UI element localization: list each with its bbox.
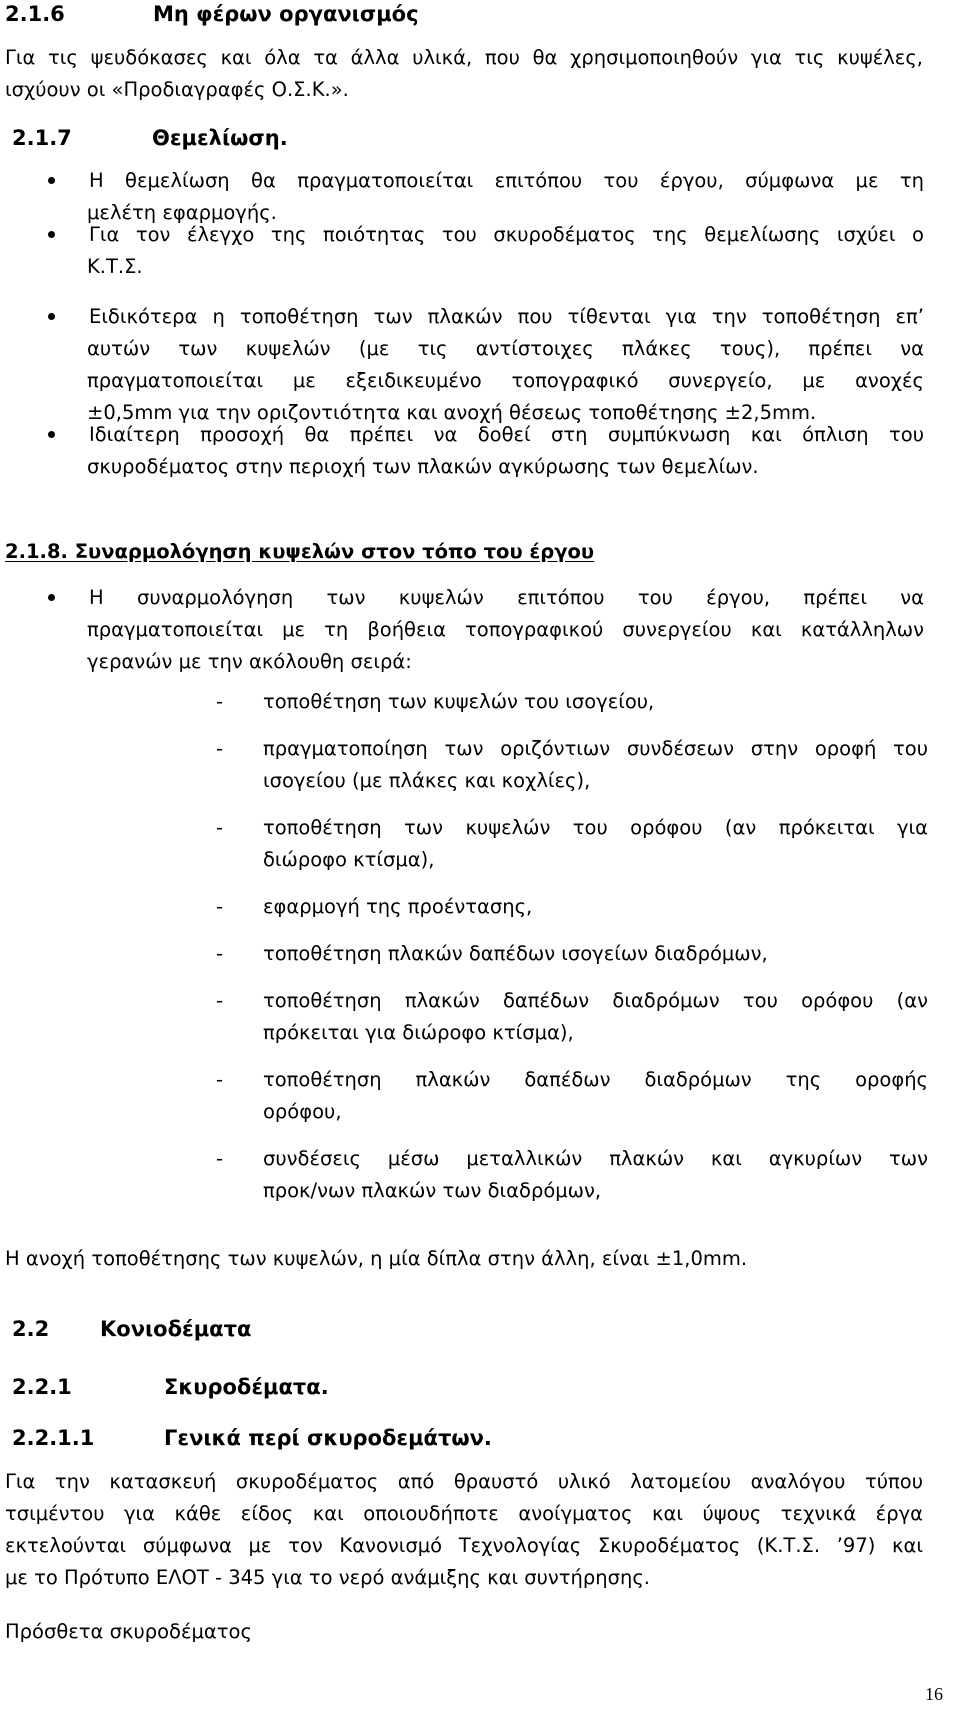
bullet-line: Η θεμελίωση θα πραγματοποιείται επιτόπου του έργου, σύμφωνα με τη bbox=[89, 169, 924, 192]
bullet-line: Η συναρμολόγηση των κυψελών επιτόπου του έργου, πρέπει να bbox=[89, 586, 924, 609]
dash-marker: - bbox=[216, 1068, 224, 1091]
bullet-icon bbox=[48, 177, 55, 184]
dash-marker: - bbox=[216, 942, 224, 965]
dash-line: συνδέσεις μέσω μεταλλικών πλακών και αγκυρίων των bbox=[263, 1147, 928, 1170]
bullet-item bbox=[48, 419, 928, 483]
section-number: 2.2.1 bbox=[12, 1375, 72, 1399]
bullet-line: μελέτη εφαρμογής. bbox=[87, 201, 277, 224]
paragraph-line: με το Πρότυπο ΕΛΟΤ - 345 για το νερό ανάμιξης και συντήρησης. bbox=[5, 1566, 651, 1589]
section-heading-2-2 bbox=[12, 1317, 251, 1341]
section-title: Θεμελίωση. bbox=[152, 126, 288, 150]
paragraph-line: ισχύουν οι «Προδιαγραφές Ο.Σ.Κ.». bbox=[5, 78, 349, 101]
bullet-line: Ειδικότερα η τοποθέτηση των πλακών που τίθενται για την τοποθέτηση επ’ bbox=[89, 305, 924, 328]
bullet-line: Κ.Τ.Σ. bbox=[87, 255, 143, 278]
dash-list-item bbox=[216, 938, 928, 970]
dash-list-item bbox=[216, 985, 928, 1049]
dash-marker: - bbox=[216, 1147, 224, 1170]
bullet-line: σκυροδέματος στην περιοχή των πλακών αγκύρωσης των θεμελίων. bbox=[87, 455, 759, 478]
dash-line: τοποθέτηση των κυψελών του ισογείου, bbox=[263, 690, 655, 713]
dash-line: εφαρμογή της προέντασης, bbox=[263, 895, 533, 918]
additives-heading: Πρόσθετα σκυροδέματος bbox=[5, 1620, 252, 1643]
dash-line: διώροφο κτίσμα), bbox=[263, 848, 435, 871]
dash-marker: - bbox=[216, 690, 224, 713]
dash-marker: - bbox=[216, 737, 224, 760]
dash-list-item bbox=[216, 812, 928, 876]
dash-line: τοποθέτηση πλακών δαπέδων διαδρόμων του ορόφου (αν bbox=[263, 989, 928, 1012]
section-heading-2-1-7 bbox=[12, 126, 288, 150]
paragraph-line: τσιμέντου για κάθε είδος και οποιουδήποτε ανοίγματος και ύψους τεχνικά έργα bbox=[5, 1502, 923, 1525]
dash-marker: - bbox=[216, 989, 224, 1012]
bullet-icon bbox=[48, 313, 55, 320]
section-heading-2-1-8: 2.1.8. Συναρμολόγηση κυψελών στον τόπο του έργου bbox=[5, 540, 595, 563]
section-title: Μη φέρων οργανισμός bbox=[153, 2, 419, 26]
dash-list-item bbox=[216, 686, 928, 718]
paragraph-line: Για την κατασκευή σκυροδέματος από θραυστό υλικό λατομείου αναλόγου τύπου bbox=[5, 1470, 923, 1493]
dash-line: τοποθέτηση πλακών δαπέδων διαδρόμων της οροφής bbox=[263, 1068, 928, 1091]
dash-line: πραγματοποίηση των οριζόντιων συνδέσεων στην οροφή του bbox=[263, 737, 928, 760]
section-heading-2-2-1-1 bbox=[12, 1426, 492, 1450]
section-heading-2-2-1 bbox=[12, 1375, 329, 1399]
bullet-icon bbox=[48, 431, 55, 438]
dash-line: ισογείου (με πλάκες και κοχλίες), bbox=[263, 769, 591, 792]
dash-line: προκ/νων πλακών των διαδρόμων, bbox=[263, 1179, 602, 1202]
bullet-icon bbox=[48, 231, 55, 238]
bullet-item bbox=[48, 301, 928, 429]
bullet-item bbox=[48, 219, 928, 283]
section-heading-2-1-6 bbox=[5, 2, 419, 26]
dash-list-item bbox=[216, 891, 928, 923]
bullet-icon bbox=[48, 594, 55, 601]
section-title: Κονιοδέματα bbox=[100, 1317, 252, 1341]
bullet-line: πραγματοποιείται με εξειδικευμένο τοπογραφικό συνεργείο, με ανοχές bbox=[87, 369, 924, 392]
section-number: 2.1.6 bbox=[5, 2, 65, 26]
dash-list-item bbox=[216, 1143, 928, 1207]
dash-marker: - bbox=[216, 816, 224, 839]
section-title: Γενικά περί σκυροδεμάτων. bbox=[164, 1426, 492, 1450]
dash-line: τοποθέτηση των κυψελών του ορόφου (αν πρόκειται για bbox=[263, 816, 928, 839]
dash-marker: - bbox=[216, 895, 224, 918]
dash-list-item bbox=[216, 1064, 928, 1128]
bullet-line: πραγματοποιείται με τη βοήθεια τοπογραφικού συνεργείου και κατάλληλων bbox=[87, 618, 924, 641]
bullet-line: αυτών των κυψελών (με τις αντίστοιχες πλάκες τους), πρέπει να bbox=[87, 337, 924, 360]
paragraph-line: εκτελούνται σύμφωνα με τον Κανονισμό Τεχνολογίας Σκυροδέματος (Κ.Τ.Σ. ’97) και bbox=[5, 1534, 923, 1557]
section-number: 2.1.7 bbox=[12, 126, 72, 150]
bullet-line: γερανών με την ακόλουθη σειρά: bbox=[87, 650, 412, 673]
section-title: Σκυροδέματα. bbox=[164, 1375, 329, 1399]
bullet-line: Για τον έλεγχο της ποιότητας του σκυροδέματος της θεμελίωσης ισχύει ο bbox=[89, 223, 924, 246]
dash-list-item bbox=[216, 733, 928, 797]
dash-line: ορόφου, bbox=[263, 1100, 342, 1123]
section-number: 2.2 bbox=[12, 1317, 50, 1341]
section-number: 2.2.1.1 bbox=[12, 1426, 95, 1450]
dash-line: πρόκειται για διώροφο κτίσμα), bbox=[263, 1021, 574, 1044]
bullet-line: Ιδιαίτερη προσοχή θα πρέπει να δοθεί στη συμπύκνωση και όπλιση του bbox=[89, 423, 924, 446]
bullet-item bbox=[48, 582, 928, 678]
tolerance-text: Η ανοχή τοποθέτησης των κυψελών, η μία δίπλα στην άλλη, είναι ±1,0mm. bbox=[5, 1247, 748, 1270]
paragraph-line: Για τις ψευδόκασες και όλα τα άλλα υλικά, που θα χρησιμοποιηθούν για τις κυψέλες, bbox=[5, 46, 923, 69]
dash-line: τοποθέτηση πλακών δαπέδων ισογείων διαδρόμων, bbox=[263, 942, 768, 965]
page-number: 16 bbox=[925, 1684, 943, 1704]
bullet-line: ±0,5mm για την οριζοντιότητα και ανοχή θέσεως τοποθέτησης ±2,5mm. bbox=[87, 401, 817, 424]
